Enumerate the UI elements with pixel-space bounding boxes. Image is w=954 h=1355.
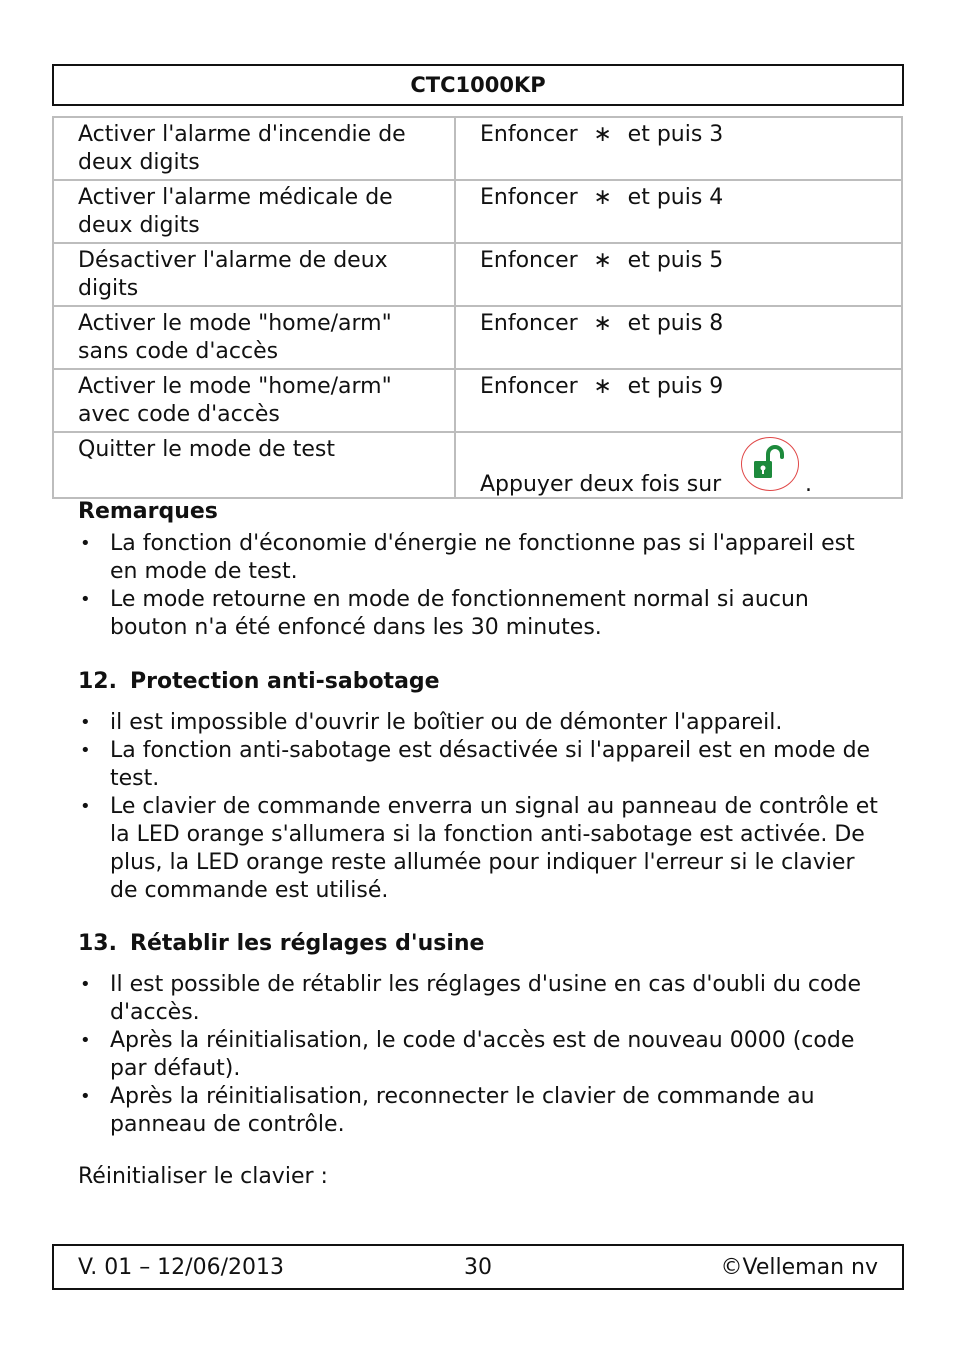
press-then: et puis 4 xyxy=(627,185,724,210)
table-row xyxy=(53,180,902,243)
section-number: 13. xyxy=(78,931,117,956)
table-row xyxy=(53,306,902,369)
remarks-heading: Remarques xyxy=(78,499,218,524)
press-then: et puis 9 xyxy=(627,374,724,399)
press-cell xyxy=(455,180,902,243)
list-item: • La fonction anti-sabotage est désactivée si l'appareil est en mode de test. xyxy=(78,737,878,793)
reset-intro: Réinitialiser le clavier : xyxy=(78,1164,328,1189)
section-heading xyxy=(78,668,878,696)
list-item: • Il est possible de rétablir les réglages d'usine en cas d'oubli du code d'accès. xyxy=(78,971,878,1027)
press-cell xyxy=(455,306,902,369)
version-text: V. 01 – 12/06/2013 xyxy=(78,1255,284,1280)
press-cell xyxy=(455,432,902,498)
press-cell xyxy=(455,117,902,180)
action-cell: Activer le mode "home/arm" sans code d'accès xyxy=(53,306,455,369)
page-number: 30 xyxy=(464,1255,492,1280)
action-cell: Activer l'alarme d'incendie de deux digits xyxy=(53,117,455,180)
table-row xyxy=(53,117,902,180)
press-text: Enfoncer xyxy=(480,248,578,273)
action-cell: Activer l'alarme médicale de deux digits xyxy=(53,180,455,243)
list-item: • Le clavier de commande enverra un signal au panneau de contrôle et la LED orange s'allumera si la fonction anti-sabotage est activée. De plus, la LED orange reste allumée pour indiquer l'erreur si le clavier de commande est utilisé. xyxy=(78,793,878,905)
document-title: CTC1000KP xyxy=(410,73,546,97)
action-cell: Quitter le mode de test xyxy=(53,432,455,498)
action-cell: Désactiver l'alarme de deux digits xyxy=(53,243,455,306)
press-then: et puis 5 xyxy=(627,248,724,273)
press-cell xyxy=(455,369,902,432)
section-12 xyxy=(78,668,878,905)
page-footer xyxy=(52,1244,904,1290)
action-cell: Activer le mode "home/arm" avec code d'accès xyxy=(53,369,455,432)
copyright-text: ©Velleman nv xyxy=(720,1255,878,1280)
star-key: ∗ xyxy=(593,122,612,147)
remarks-section xyxy=(78,498,878,642)
star-key: ∗ xyxy=(593,248,612,273)
period: . xyxy=(805,472,812,497)
press-then: et puis 3 xyxy=(627,122,724,147)
list-item: • il est impossible d'ouvrir le boîtier ou de démonter l'appareil. xyxy=(78,709,878,737)
section-heading xyxy=(78,930,878,958)
remarks-list xyxy=(78,530,878,642)
list-item: • Le mode retourne en mode de fonctionnement normal si aucun bouton n'a été enfoncé dans les 30 minutes. xyxy=(78,586,878,642)
unlock-icon xyxy=(741,437,799,491)
press-cell xyxy=(455,243,902,306)
section-list xyxy=(78,971,878,1139)
section-list xyxy=(78,709,878,905)
table-row xyxy=(53,432,902,498)
table-row xyxy=(53,369,902,432)
press-text: Enfoncer xyxy=(480,311,578,336)
press-text: Enfoncer xyxy=(480,185,578,210)
star-key: ∗ xyxy=(593,185,612,210)
section-title: Protection anti-sabotage xyxy=(130,669,440,694)
table-row xyxy=(53,243,902,306)
star-key: ∗ xyxy=(593,311,612,336)
press-text: Enfoncer xyxy=(480,122,578,147)
press-then: et puis 8 xyxy=(627,311,724,336)
press-text: Enfoncer xyxy=(480,374,578,399)
page-header xyxy=(52,64,904,106)
section-13 xyxy=(78,930,878,1139)
list-item: • Après la réinitialisation, le code d'accès est de nouveau 0000 (code par défaut). xyxy=(78,1027,878,1083)
command-table xyxy=(52,116,903,499)
list-item: • La fonction d'économie d'énergie ne fonctionne pas si l'appareil est en mode de test. xyxy=(78,530,878,586)
list-item: • Après la réinitialisation, reconnecter le clavier de commande au panneau de contrôle. xyxy=(78,1083,878,1139)
press-text: Appuyer deux fois sur xyxy=(480,472,722,497)
star-key: ∗ xyxy=(593,374,612,399)
section-title: Rétablir les réglages d'usine xyxy=(130,931,485,956)
section-number: 12. xyxy=(78,669,117,694)
